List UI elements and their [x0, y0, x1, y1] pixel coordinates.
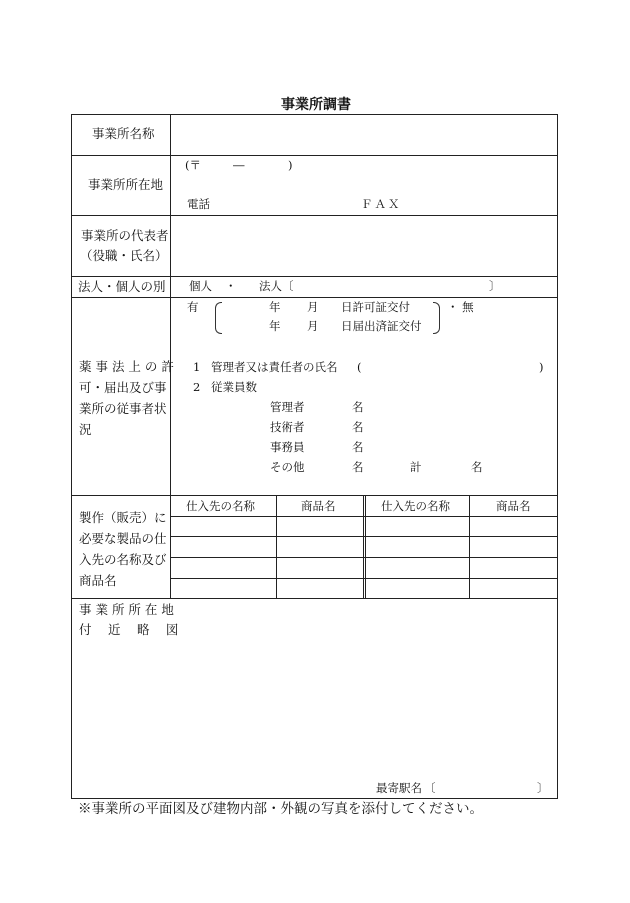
tel-label: 電話 [187, 197, 210, 211]
entity-name-field[interactable] [296, 279, 486, 295]
staff-manager-unit: 名 [352, 400, 364, 414]
station-bracket-close: 〕 [537, 781, 549, 795]
entity-bracket-close: 〕 [489, 279, 501, 293]
map-drawing-area[interactable] [190, 602, 554, 778]
fax-label: ＦＡＸ [361, 197, 402, 211]
station-field[interactable] [438, 781, 534, 797]
supplier-label-3: 入先の名称及び [79, 552, 167, 567]
entity-label: 法人・個人の別 [78, 279, 166, 294]
entity-individual-option[interactable]: 個人 [189, 279, 212, 293]
station-bracket-open: 〔 [424, 781, 436, 795]
item2-number: 2 [193, 380, 201, 394]
col-header-supplier-2: 仕入先の名称 [381, 499, 450, 513]
item1-label: 管理者又は責任者の氏名 [211, 360, 338, 374]
license-label-3: 業所の従事者状 [79, 401, 167, 416]
page-title: 事業所調書 [281, 97, 351, 113]
permit-issued: 日許可証交付 [341, 300, 410, 314]
item1-paren-close: ) [539, 360, 544, 374]
col-header-supplier-1: 仕入先の名称 [186, 499, 255, 513]
postal-open: (〒 [185, 158, 201, 172]
notify-issued: 日届出済証交付 [341, 319, 422, 333]
footnote: ※事業所の平面図及び建物内部・外観の写真を添付してください。 [78, 801, 483, 817]
license-no-option[interactable]: ・ 無 [447, 300, 474, 314]
representative-field[interactable] [172, 217, 556, 275]
staff-clerk-unit: 名 [352, 440, 364, 454]
notify-year: 年 [269, 319, 281, 333]
left-bracket [215, 302, 222, 334]
license-yes-option[interactable]: 有 [187, 300, 199, 314]
name-field[interactable] [172, 116, 556, 154]
map-label-2: 付 近 略 図 [79, 622, 179, 637]
representative-sublabel: （役職・氏名） [80, 248, 168, 263]
permit-year: 年 [269, 300, 281, 314]
staff-total-unit: 名 [471, 460, 483, 474]
item2-label: 従業員数 [211, 380, 257, 394]
license-label-2: 可・届出及び事 [79, 380, 167, 395]
notify-month: 月 [307, 319, 319, 333]
staff-other-unit: 名 [352, 460, 364, 474]
license-label-1: 薬 事 法 上 の 許 [79, 359, 174, 374]
staff-total-label: 計 [410, 460, 422, 474]
staff-clerk-role: 事務員 [270, 440, 305, 454]
staff-manager-role: 管理者 [270, 400, 305, 414]
permit-month: 月 [307, 300, 319, 314]
map-label-1: 事 業 所 所 在 地 [79, 602, 174, 617]
manager-name-field[interactable] [366, 360, 534, 376]
license-label-4: 況 [79, 422, 92, 437]
staff-engineer-unit: 名 [352, 420, 364, 434]
staff-other-role: その他 [270, 460, 305, 474]
col-header-product-1: 商品名 [301, 499, 336, 513]
entity-separator: ・ [225, 279, 237, 293]
entity-bracket-open: 〔 [282, 279, 294, 293]
representative-label: 事業所の代表者 [81, 228, 169, 243]
name-label: 事業所名称 [92, 126, 155, 141]
station-label: 最寄駅名 [376, 781, 422, 795]
supplier-label-4: 商品名 [79, 573, 117, 588]
address-field[interactable] [172, 157, 556, 213]
col-header-product-2: 商品名 [496, 499, 531, 513]
address-label: 事業所所在地 [88, 177, 164, 192]
supplier-label-1: 製作（販売）に [79, 510, 167, 525]
supplier-label-2: 必要な製品の仕 [79, 531, 167, 546]
staff-engineer-role: 技術者 [270, 420, 305, 434]
entity-corporation-option[interactable]: 法人 [259, 279, 282, 293]
item1-paren-open: ( [357, 360, 362, 374]
postal-dash: ― [233, 158, 245, 172]
postal-close: ) [288, 158, 293, 172]
item1-number: 1 [193, 360, 201, 374]
right-bracket [433, 302, 440, 334]
